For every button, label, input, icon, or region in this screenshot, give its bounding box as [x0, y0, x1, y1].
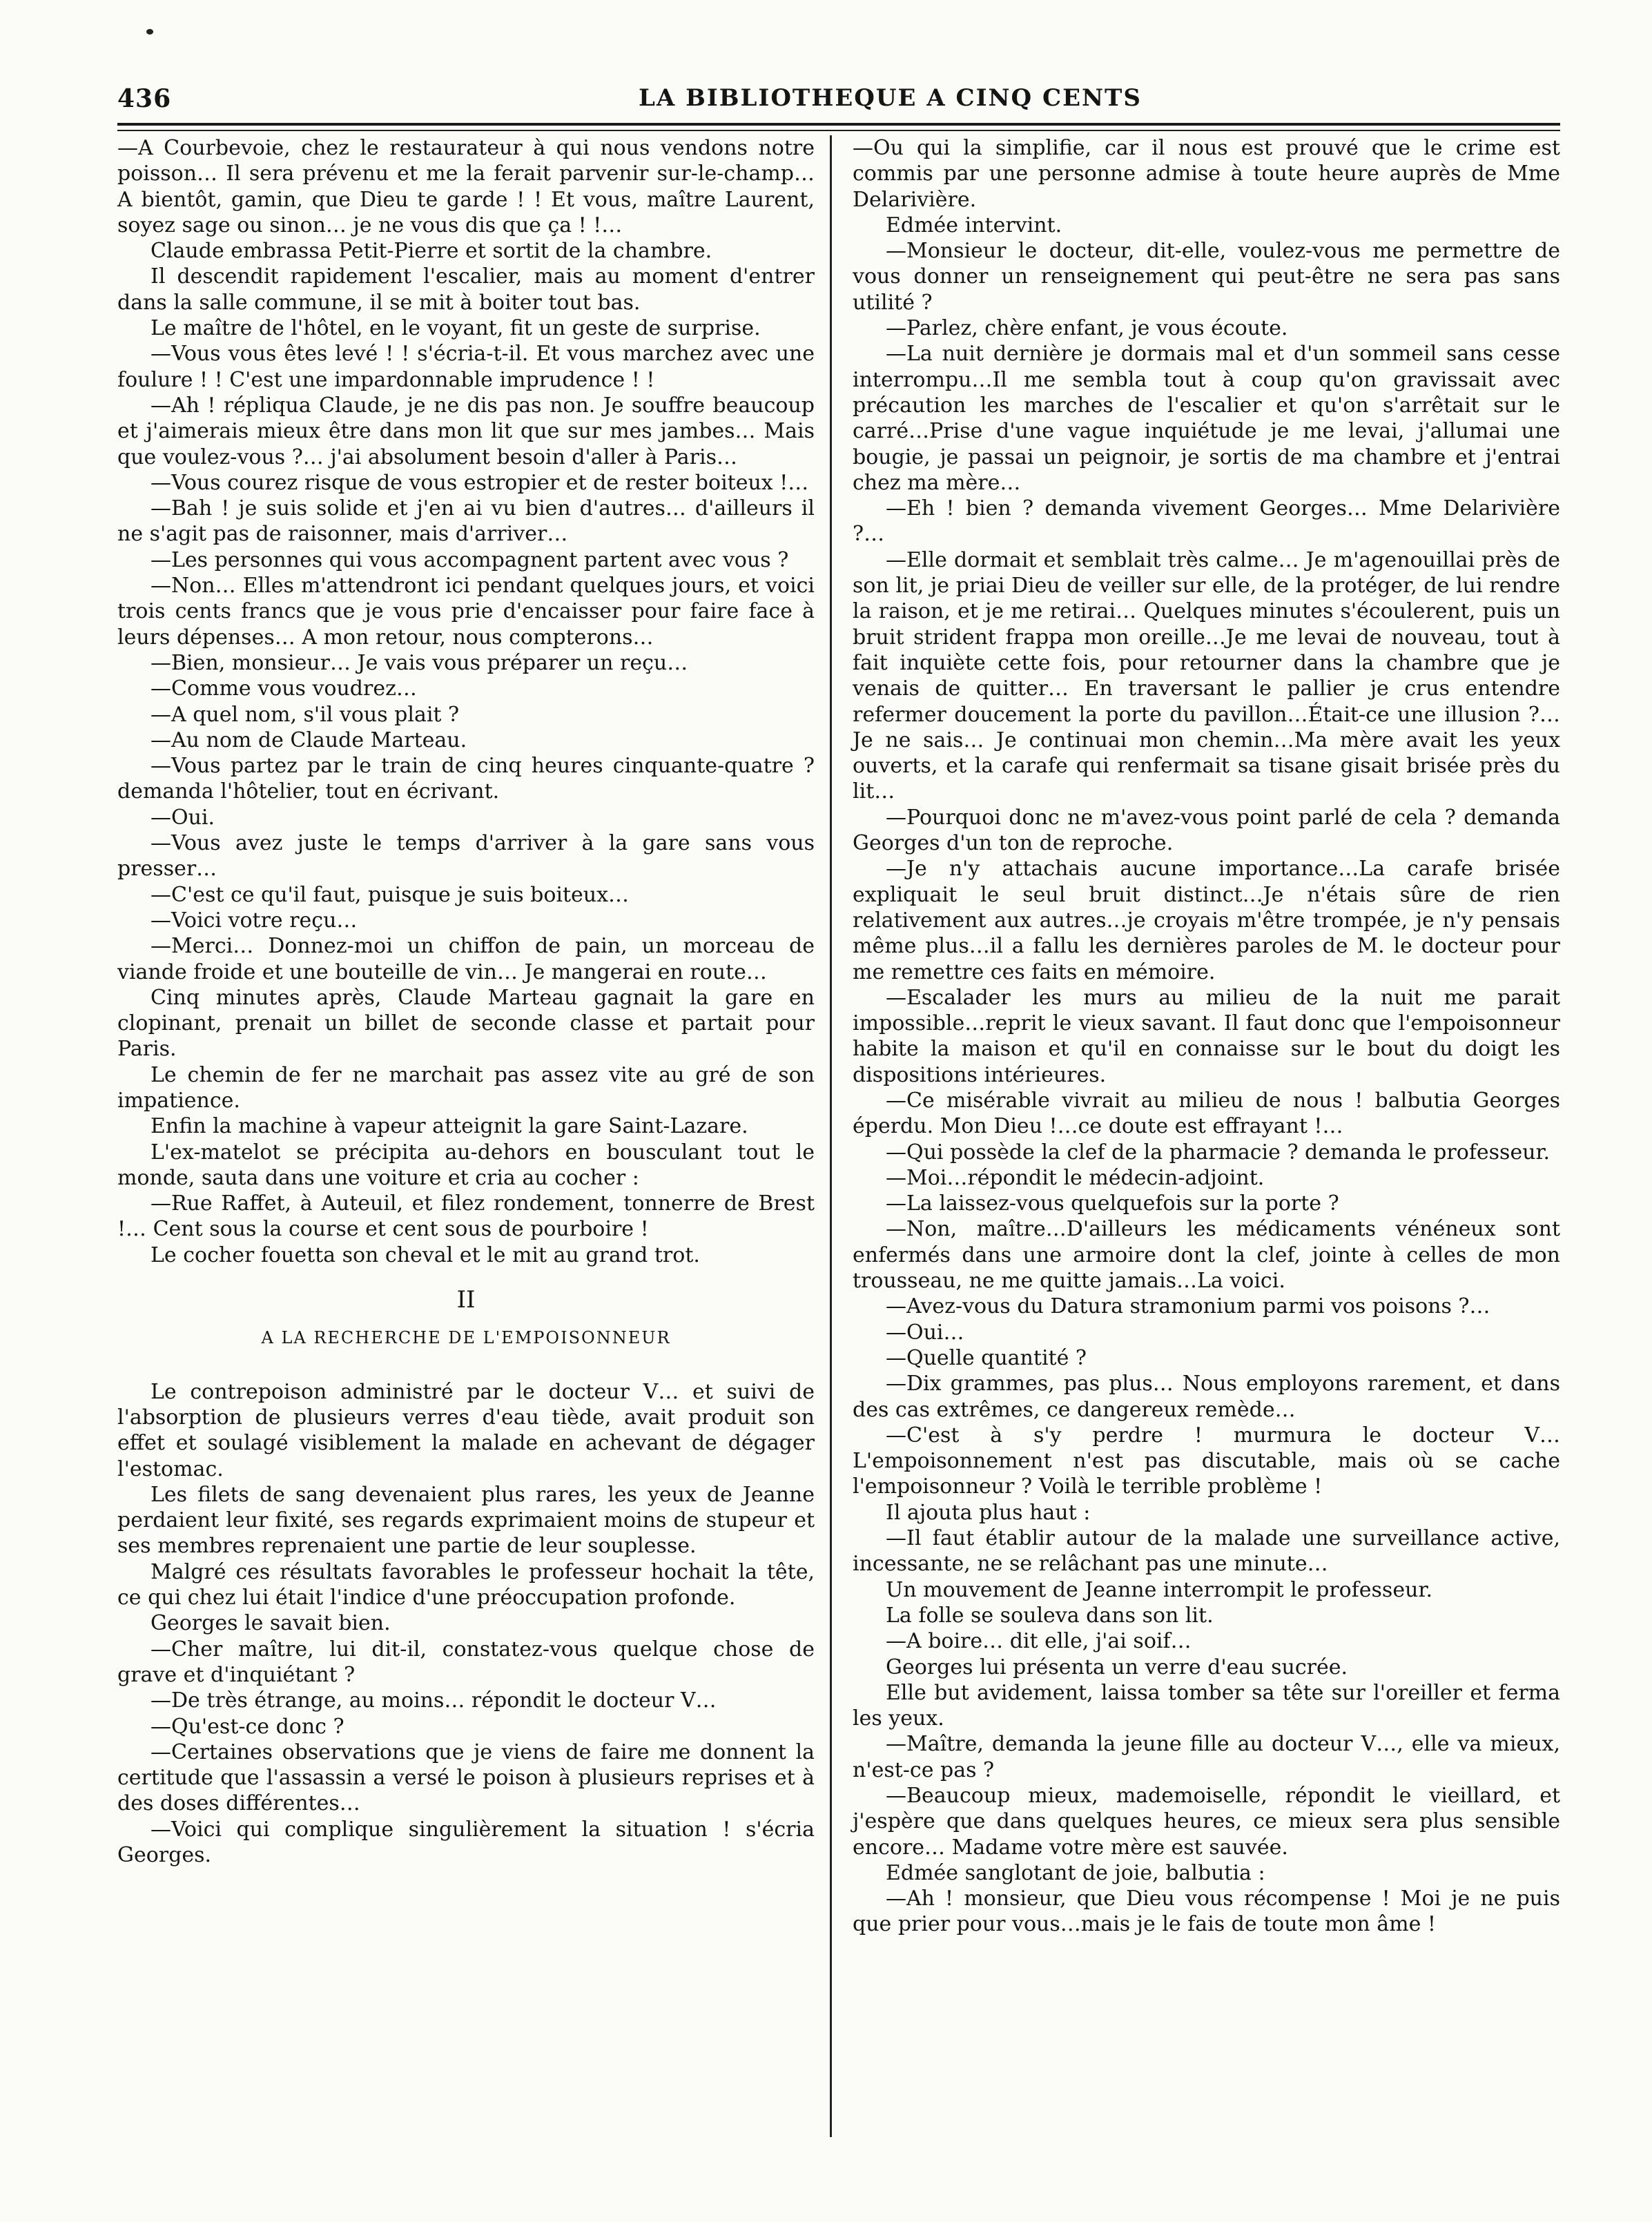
- paragraph: —Les personnes qui vous accompagnent partent avec vous ?: [150, 547, 789, 572]
- paragraph: —Elle dormait et semblait très calme… Je m'agenouillai près de son lit, je priai Dieu de veiller sur elle, de la protéger, de lui rendre la raison, et je me retirai… Quelques minutes s'écoulerent, puis un bruit strident frappa mon oreille…Je me levai de nouveau, tout à fait inquiète cette fois, pour retourner dans la chambre que je venais de quitter… En traversant le pallier je crus entendre refermer doucement la porte du pavillon…Était-ce une illusion ?… Je ne sais… Je continuai mon chemin…Ma mère avait les yeux ouverts, et la carafe qui renfermait sa tisane gisait brisée près du lit…: [853, 547, 1560, 804]
- column-divider: [830, 135, 832, 2137]
- paragraph: —La laissez-vous quelquefois sur la porte ?: [886, 1191, 1339, 1216]
- paragraph: —C'est ce qu'il faut, puisque je suis boiteux…: [150, 882, 630, 907]
- paragraph: —Ce misérable vivrait au milieu de nous ! balbutia Georges éperdu. Mon Dieu !…ce doute est effrayant !…: [853, 1088, 1560, 1139]
- chapter-title: A LA RECHERCHE DE L'EMPOISONNEUR: [261, 1328, 671, 1348]
- running-title: LA BIBLIOTHEQUE A CINQ CENTS: [639, 84, 1142, 112]
- paragraph: —Merci… Donnez-moi un chiffon de pain, un morceau de viande froide et une bouteille de vin… Je mangerai en route…: [117, 934, 815, 984]
- paragraph: —Quelle quantité ?: [886, 1345, 1087, 1370]
- paragraph: —Parlez, chère enfant, je vous écoute.: [886, 316, 1288, 341]
- paragraph: Il descendit rapidement l'escalier, mais au moment d'entrer dans la salle commune, il se mit à boiter tout bas.: [117, 264, 815, 315]
- paragraph: —Non… Elles m'attendront ici pendant quelques jours, et voici trois cents francs que je vous prie d'encaisser pour faire face à leurs dépenses… A mon retour, nous compterons…: [117, 574, 815, 650]
- paragraph: Georges lui présenta un verre d'eau sucrée.: [886, 1655, 1348, 1679]
- paragraph: Malgré ces résultats favorables le professeur hochait la tête, ce qui chez lui était l'indice d'une préoccupation profonde.: [117, 1559, 815, 1610]
- paragraph: —Monsieur le docteur, dit-elle, voulez-vous me permettre de vous donner un renseignement qui peut-être ne sera pas sans utilité ?: [853, 239, 1560, 315]
- paragraph: —Escalader les murs au milieu de la nuit me parait impossible…reprit le vieux savant. Il faut donc que l'empoisonneur habite la maison et qu'il en connaisse sur le bout du doigt les dispositions intérieures.: [853, 985, 1560, 1087]
- paragraph: —Qu'est-ce donc ?: [150, 1714, 344, 1739]
- paragraph: —Pourquoi donc ne m'avez-vous point parlé de cela ? demanda Georges d'un ton de reproche.: [853, 805, 1560, 856]
- paragraph: —Ah ! monsieur, que Dieu vous récompense ! Moi je ne puis que prier pour vous…mais je le fais de toute mon âme !: [853, 1887, 1560, 1937]
- paragraph: Georges le savait bien.: [150, 1611, 391, 1636]
- paragraph: Le chemin de fer ne marchait pas assez vite au gré de son impatience.: [117, 1062, 815, 1113]
- paragraph: Les filets de sang devenaient plus rares, les yeux de Jeanne perdaient leur fixité, ses regards exprimaient moins de stupeur et ses membres reprenaient une partie de leur souplesse.: [117, 1482, 815, 1559]
- left-column: [117, 135, 815, 1868]
- paragraph: —Je n'y attachais aucune importance…La carafe brisée expliquait le seul bruit distinct…Je n'étais sûre de rien relativement aux autres…je croyais m'être trompée, je n'y pensais même plus…il a fallu les dernières paroles de M. le docteur pour me remettre ces faits en mémoire.: [853, 857, 1560, 984]
- paragraph: —Dix grammes, pas plus… Nous employons rarement, et dans des cas extrêmes, ce dangereux remède…: [853, 1372, 1560, 1422]
- paragraph: —Avez-vous du Datura stramonium parmi vos poisons ?…: [886, 1294, 1490, 1319]
- paragraph: —Oui…: [886, 1320, 964, 1345]
- paragraph: —Moi…répondit le médecin-adjoint.: [886, 1165, 1265, 1190]
- ink-speck: [146, 29, 153, 35]
- paragraph: —C'est à s'y perdre ! murmura le docteur V… L'empoisonnement n'est pas discutable, mais où se cache l'empoisonneur ? Voilà le terrible problème !: [853, 1423, 1560, 1499]
- paragraph: L'ex-matelot se précipita au-dehors en bousculant tout le monde, sauta dans une voiture et cria au cocher :: [117, 1140, 815, 1190]
- paragraph: —Il faut établir autour de la malade une surveillance active, incessante, ne se relâchant pas une minute…: [853, 1526, 1560, 1577]
- paragraph: —Vous courez risque de vous estropier et de rester boiteux !…: [150, 470, 809, 495]
- paragraph: —Ou qui la simplifie, car il nous est prouvé que le crime est commis par une personne admise à toute heure auprès de Mme Delarivière.: [853, 136, 1560, 212]
- paragraph: —Ah ! répliqua Claude, je ne dis pas non. Je souffre beaucoup et j'aimerais mieux être dans mon lit que sur mes jambes… Mais que voulez-vous ?… j'ai absolument besoin d'aller à Paris…: [117, 393, 815, 469]
- paragraph: —A boire… dit elle, j'ai soif…: [886, 1629, 1192, 1654]
- paragraph: Le cocher fouetta son cheval et le mit au grand trot.: [150, 1242, 700, 1267]
- chapter-text: [117, 1379, 815, 1869]
- paragraph: —Comme vous voudrez…: [150, 676, 417, 701]
- paragraph: Cinq minutes après, Claude Marteau gagnait la gare en clopinant, prenait un billet de seconde classe et partait pour Paris.: [117, 985, 815, 1062]
- paragraph: —Eh ! bien ? demanda vivement Georges… Mme Delarivière ?…: [853, 496, 1560, 547]
- paragraph: —Vous avez juste le temps d'arriver à la gare sans vous presser…: [117, 831, 815, 881]
- paragraph: —A Courbevoie, chez le restaurateur à qui nous vendons notre poisson… Il sera prévenu et me la ferait parvenir sur-le-champ… A bientôt, gamin, que Dieu te garde ! ! Et vous, maître Laurent, soyez sage ou sinon… je ne vous dis que ça ! !…: [117, 136, 815, 237]
- paragraph: —Certaines observations que je viens de faire me donnent la certitude que l'assassin a versé le poison à plusieurs reprises et à des doses différentes…: [117, 1739, 815, 1816]
- paragraph: —Vous partez par le train de cinq heures cinquante-quatre ? demanda l'hôtelier, tout en écrivant.: [117, 754, 815, 804]
- header-rule-thin: [117, 130, 1560, 131]
- paragraph: —Voici qui complique singulièrement la situation ! s'écria Georges.: [117, 1817, 815, 1867]
- paragraph: —Vous vous êtes levé ! ! s'écria-t-il. Et vous marchez avec une foulure ! ! C'est une impardonnable imprudence ! !: [117, 342, 815, 392]
- paragraph: Le maître de l'hôtel, en le voyant, fit un geste de surprise.: [150, 316, 761, 341]
- paragraph: Elle but avidement, laissa tomber sa tête sur l'oreiller et ferma les yeux.: [853, 1680, 1560, 1731]
- right-column: [853, 135, 1560, 1938]
- paragraph: Enfin la machine à vapeur atteignit la gare Saint-Lazare.: [150, 1114, 748, 1139]
- paragraph: —Bah ! je suis solide et j'en ai vu bien d'autres… d'ailleurs il ne s'agit pas de raisonner, mais d'arriver…: [117, 496, 815, 547]
- paragraph: —Oui.: [150, 805, 215, 830]
- header-rule-thick: [117, 123, 1560, 126]
- paragraph: —Voici votre reçu…: [150, 908, 358, 933]
- paragraph: —Beaucoup mieux, mademoiselle, répondit le vieillard, et j'espère que dans quelques heures, ce mieux sera plus sensible encore… Madame votre mère est sauvée.: [853, 1784, 1560, 1860]
- paragraph: Un mouvement de Jeanne interrompit le professeur.: [886, 1577, 1432, 1602]
- paragraph: —A quel nom, s'il vous plait ?: [150, 702, 460, 727]
- paragraph: —Cher maître, lui dit-il, constatez-vous quelque chose de grave et d'inquiétant ?: [117, 1637, 815, 1687]
- right-column-text: [853, 135, 1560, 1938]
- left-column-text: [117, 135, 815, 1268]
- paragraph: Edmée sanglotant de joie, balbutia :: [886, 1860, 1265, 1885]
- paragraph: —Au nom de Claude Marteau.: [150, 728, 467, 752]
- paragraph: —Bien, monsieur… Je vais vous préparer un reçu…: [150, 650, 688, 675]
- paragraph: —La nuit dernière je dormais mal et d'un sommeil sans cesse interrompu…Il me sembla tout à coup qu'on gravissait avec précaution les marches de l'escalier et qu'on s'arrêtait sur le carré…Prise d'une vague inquiétude je me levai, j'allumai une bougie, je passai un peignoir, je sortis de ma chambre et j'entrai chez ma mère…: [853, 342, 1560, 495]
- paragraph: —Rue Raffet, à Auteuil, et filez rondement, tonnerre de Brest !… Cent sous la course et cent sous de pourboire !: [117, 1191, 815, 1242]
- paragraph: Edmée intervint.: [886, 213, 1062, 237]
- chapter-number: II: [456, 1286, 476, 1314]
- paragraph: La folle se souleva dans son lit.: [886, 1603, 1214, 1628]
- paragraph: —Qui possède la clef de la pharmacie ? demanda le professeur.: [886, 1140, 1551, 1164]
- page-header: [117, 84, 1560, 126]
- paragraph: Il ajouta plus haut :: [886, 1500, 1091, 1525]
- paragraph: Le contrepoison administré par le docteur V… et suivi de l'absorption de plusieurs verres d'eau tiède, avait produit son effet et soulagé visiblement la malade en achevant de dégager l'estomac.: [117, 1379, 815, 1481]
- page-number: 436: [117, 84, 172, 113]
- paragraph: Claude embrassa Petit-Pierre et sortit de la chambre.: [150, 239, 712, 264]
- paragraph: —Non, maître…D'ailleurs les médicaments vénéneux sont enfermés dans une armoire dont la clef, jointe à celles de mon trousseau, ne me quitte jamais…La voici.: [853, 1217, 1560, 1294]
- paragraph: —De très étrange, au moins… répondit le docteur V…: [150, 1688, 717, 1713]
- paragraph: —Maître, demanda la jeune fille au docteur V…, elle va mieux, n'est-ce pas ?: [853, 1732, 1560, 1782]
